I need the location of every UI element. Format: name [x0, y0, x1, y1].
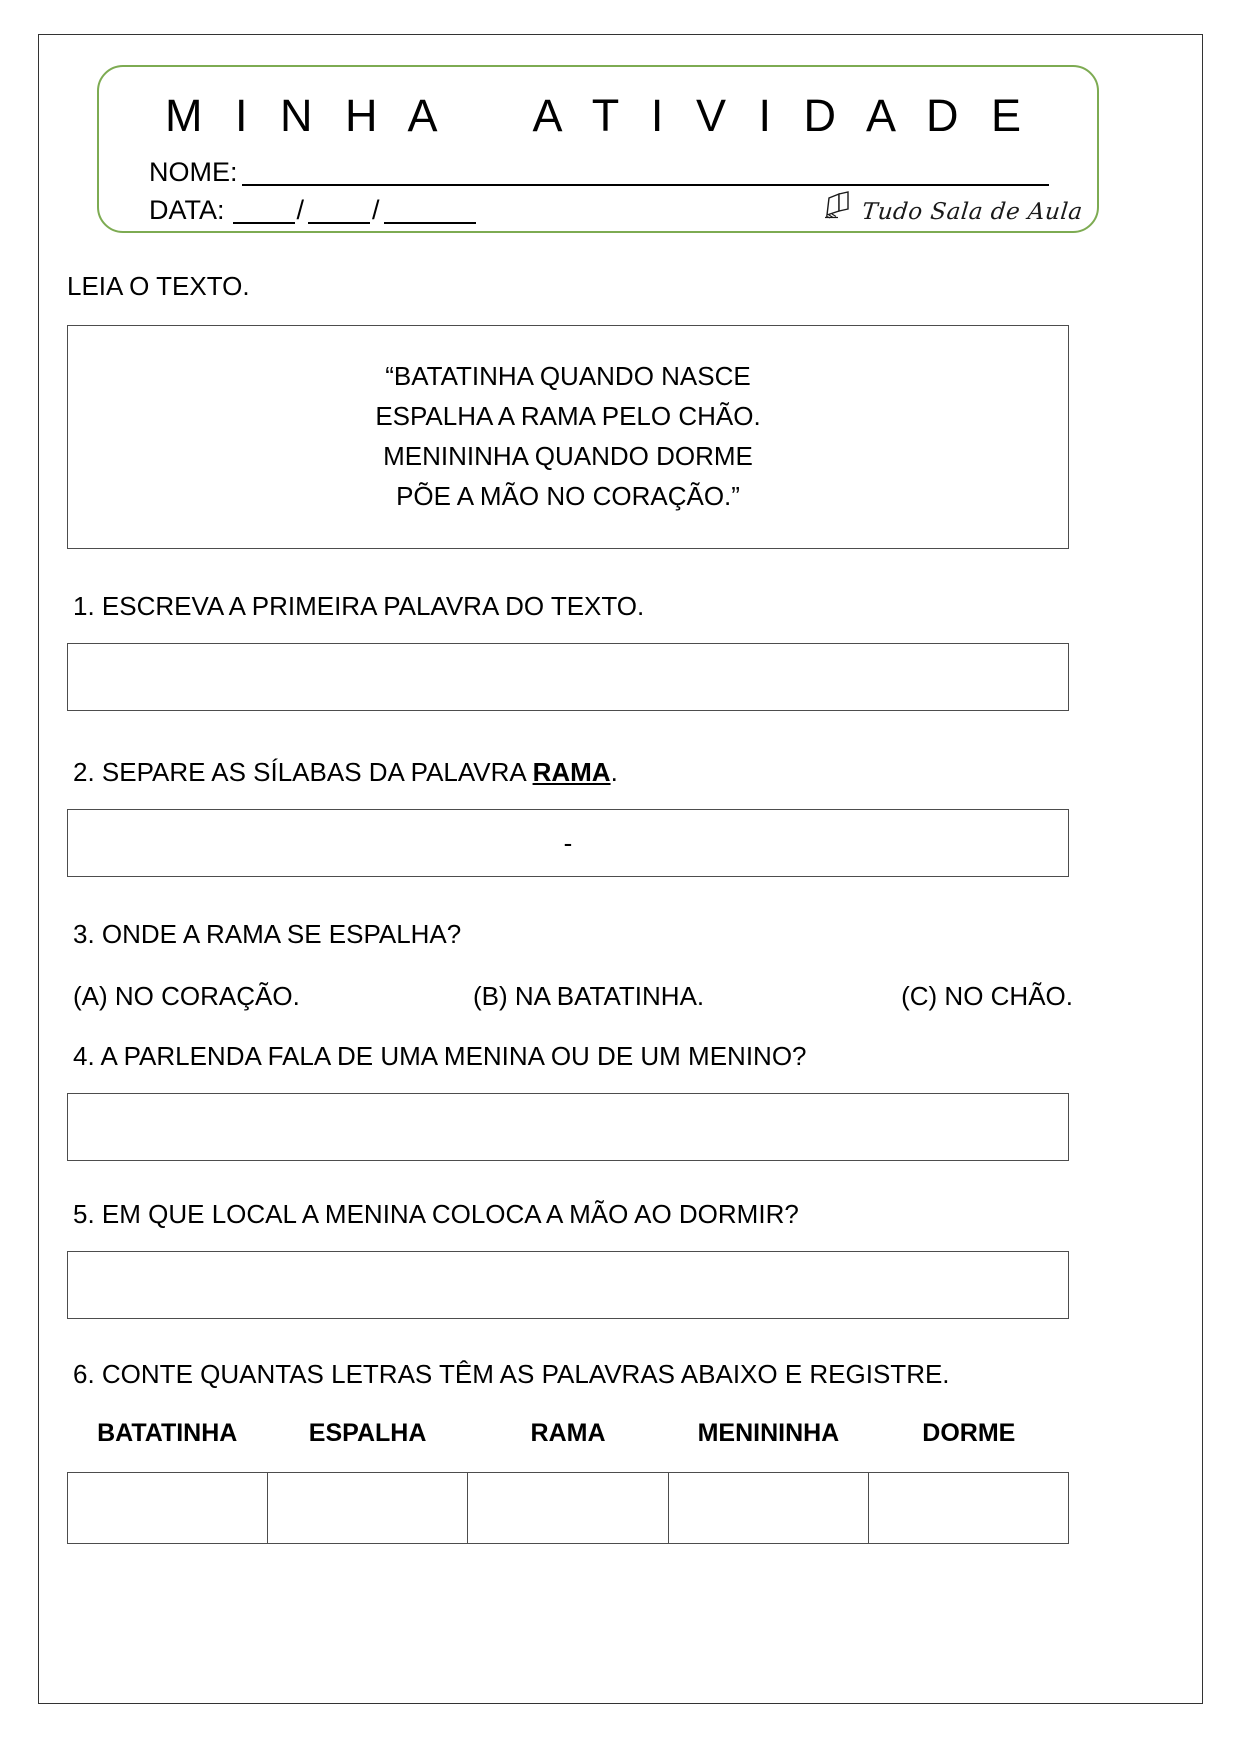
date-year-input[interactable]: [384, 202, 476, 224]
page-title: M I N H A A T I V I D A D E: [164, 90, 1032, 141]
question-4-text: 4. A PARLENDA FALA DE UMA MENINA OU DE UM MENINO?: [73, 1041, 807, 1071]
question-5-text: 5. EM QUE LOCAL A MENINA COLOCA A MÃO AO DORMIR?: [73, 1199, 799, 1229]
word-label: ESPALHA: [308, 1419, 427, 1447]
page-content: [67, 65, 1172, 1675]
name-input-line[interactable]: [242, 164, 1049, 186]
question-1-answer-box[interactable]: [67, 643, 1069, 711]
question-6-text: 6. CONTE QUANTAS LETRAS TÊM AS PALAVRAS ABAIXO E REGISTRE.: [73, 1359, 950, 1389]
question-1-text: 1. ESCREVA A PRIMEIRA PALAVRA DO TEXTO.: [73, 591, 645, 621]
name-label: NOME:: [149, 157, 238, 187]
question-4-answer-box[interactable]: [67, 1093, 1069, 1161]
date-slash-2: /: [372, 195, 380, 225]
poem-line: PÕE A MÃO NO CORAÇÃO.”: [396, 480, 740, 511]
brand-name: Tudo Sala de Aula: [861, 199, 1085, 225]
question-2-suffix: .: [610, 757, 618, 787]
question-3-text: 3. ONDE A RAMA SE ESPALHA?: [73, 919, 462, 949]
date-slash-1: /: [296, 195, 305, 225]
worksheet-page: [38, 34, 1203, 1704]
letter-count-table: [67, 1472, 1069, 1544]
brand-logo: [824, 190, 1083, 225]
count-cell[interactable]: [669, 1473, 869, 1543]
question-3-alternatives: [73, 983, 1075, 1009]
date-field-row: [149, 197, 476, 224]
question-2-answer-value: -: [563, 827, 573, 858]
poem-line: “BATATINHA QUANDO NASCE: [385, 361, 751, 392]
count-cell[interactable]: [468, 1473, 668, 1543]
word-label: MENININHA: [697, 1419, 840, 1447]
date-label: DATA:: [149, 195, 225, 225]
date-day-input[interactable]: [233, 202, 295, 224]
count-cell[interactable]: [869, 1473, 1068, 1543]
poem-text-box: [67, 325, 1069, 549]
word-label: DORME: [922, 1419, 1016, 1447]
poem-line: ESPALHA A RAMA PELO CHÃO.: [375, 401, 761, 432]
alternative-b[interactable]: (B) NA BATATINHA.: [473, 981, 705, 1011]
question-2-answer-box[interactable]: [67, 809, 1069, 877]
header-box: [97, 65, 1099, 233]
alternative-c[interactable]: (C) NO CHÃO.: [901, 981, 1073, 1011]
poem-line: MENININHA QUANDO DORME: [383, 441, 753, 471]
word-label: BATATINHA: [97, 1419, 238, 1447]
question-2-prefix: 2. SEPARE AS SÍLABAS DA PALAVRA: [73, 757, 533, 787]
count-cell[interactable]: [68, 1473, 268, 1543]
word-header-row: [67, 1421, 1069, 1446]
question-2-text: [73, 759, 1172, 785]
question-5-answer-box[interactable]: [67, 1251, 1069, 1319]
question-2-emphasis-word: RAMA: [532, 757, 611, 787]
date-month-input[interactable]: [308, 202, 370, 224]
name-field-row: [149, 159, 1049, 186]
count-cell[interactable]: [268, 1473, 468, 1543]
word-label: RAMA: [530, 1419, 606, 1447]
alternative-a[interactable]: (A) NO CORAÇÃO.: [73, 981, 300, 1011]
read-instruction: LEIA O TEXTO.: [67, 271, 250, 301]
open-book-icon: [824, 190, 858, 225]
